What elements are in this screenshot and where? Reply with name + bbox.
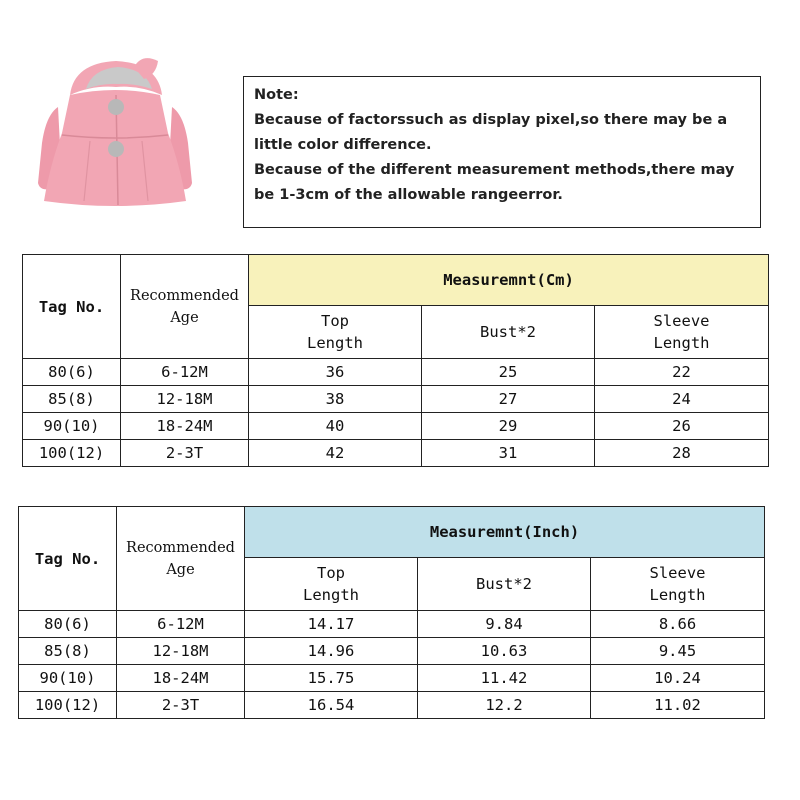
cell-sleeve: 26 xyxy=(595,413,769,440)
cell-tag: 80(6) xyxy=(23,359,121,386)
cell-top: 14.96 xyxy=(245,638,418,665)
measurement-header-cm: Measuremnt(Cm) xyxy=(249,255,769,306)
cell-tag: 90(10) xyxy=(23,413,121,440)
cell-tag: 90(10) xyxy=(19,665,117,692)
cell-age: 2-3T xyxy=(117,692,245,719)
cell-sleeve: 24 xyxy=(595,386,769,413)
size-table-inch xyxy=(18,506,765,719)
cell-bust: 10.63 xyxy=(418,638,591,665)
sleeve-length-header: Sleeve Length xyxy=(591,558,765,611)
tag-header: Tag No. xyxy=(23,255,121,359)
cell-bust: 9.84 xyxy=(418,611,591,638)
measurement-header-inch: Measuremnt(Inch) xyxy=(245,507,765,558)
note-color-difference: Because of factorssuch as display pixel,so there may be a little color difference. xyxy=(254,112,728,153)
age-header: Recommended Age xyxy=(121,255,249,359)
top-length-header: Top Length xyxy=(249,306,422,359)
top-length-header: Top Length xyxy=(245,558,418,611)
cell-age: 12-18M xyxy=(121,386,249,413)
cell-bust: 11.42 xyxy=(418,665,591,692)
cell-sleeve: 9.45 xyxy=(591,638,765,665)
cell-tag: 80(6) xyxy=(19,611,117,638)
cell-sleeve: 22 xyxy=(595,359,769,386)
cell-top: 16.54 xyxy=(245,692,418,719)
cell-age: 12-18M xyxy=(117,638,245,665)
table-row xyxy=(19,611,765,638)
table-row xyxy=(19,638,765,665)
table-row xyxy=(23,359,769,386)
cell-sleeve: 10.24 xyxy=(591,665,765,692)
bust-header: Bust*2 xyxy=(422,306,595,359)
product-coat-image xyxy=(30,55,200,215)
note-box xyxy=(243,76,761,228)
cell-bust: 12.2 xyxy=(418,692,591,719)
age-header: Recommended Age xyxy=(117,507,245,611)
table-row xyxy=(19,692,765,719)
table-row xyxy=(23,413,769,440)
size-table-cm xyxy=(22,254,769,467)
cell-age: 2-3T xyxy=(121,440,249,467)
sleeve-length-header: Sleeve Length xyxy=(595,306,769,359)
cell-bust: 31 xyxy=(422,440,595,467)
cell-bust: 27 xyxy=(422,386,595,413)
table-row xyxy=(23,386,769,413)
cell-top: 40 xyxy=(249,413,422,440)
table-row xyxy=(19,665,765,692)
cell-tag: 85(8) xyxy=(19,638,117,665)
cell-age: 18-24M xyxy=(117,665,245,692)
cell-tag: 100(12) xyxy=(19,692,117,719)
tag-header: Tag No. xyxy=(19,507,117,611)
table-row xyxy=(23,440,769,467)
cell-age: 6-12M xyxy=(117,611,245,638)
cell-sleeve: 8.66 xyxy=(591,611,765,638)
cell-age: 6-12M xyxy=(121,359,249,386)
note-heading: Note: xyxy=(254,87,299,103)
cell-top: 36 xyxy=(249,359,422,386)
cell-tag: 100(12) xyxy=(23,440,121,467)
cell-top: 14.17 xyxy=(245,611,418,638)
note-measurement-error: Because of the different measurement methods,there may be 1-3cm of the allowable rangeerror. xyxy=(254,162,735,203)
bust-header: Bust*2 xyxy=(418,558,591,611)
cell-age: 18-24M xyxy=(121,413,249,440)
cell-top: 38 xyxy=(249,386,422,413)
cell-bust: 29 xyxy=(422,413,595,440)
cell-top: 15.75 xyxy=(245,665,418,692)
cell-sleeve: 11.02 xyxy=(591,692,765,719)
cell-tag: 85(8) xyxy=(23,386,121,413)
cell-top: 42 xyxy=(249,440,422,467)
cell-bust: 25 xyxy=(422,359,595,386)
cell-sleeve: 28 xyxy=(595,440,769,467)
